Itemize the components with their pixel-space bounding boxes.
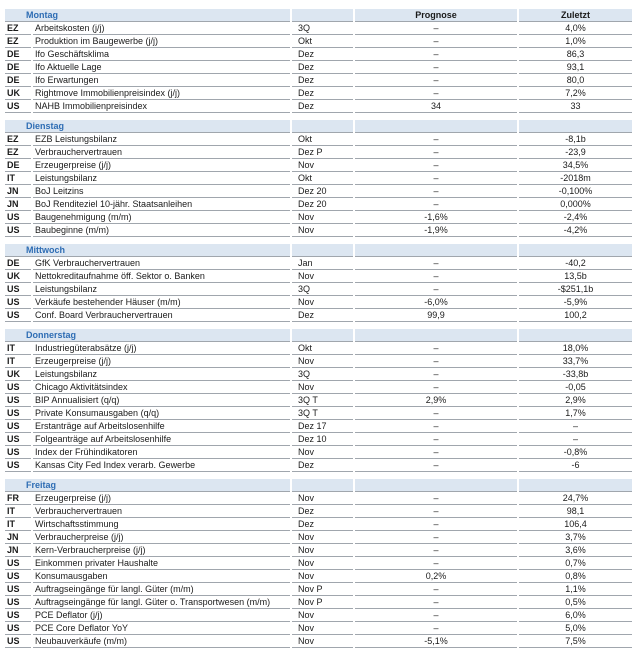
country-code: UK	[5, 270, 31, 283]
reference-period: Dez	[292, 87, 353, 100]
last-value: 33	[519, 100, 632, 113]
indicator-name: NAHB Immobilienpreisindex	[33, 100, 290, 113]
forecast-value: 99,9	[355, 309, 517, 322]
country-code: US	[5, 459, 31, 472]
country-code: JN	[5, 185, 31, 198]
indicator-name: Leistungsbilanz	[33, 368, 290, 381]
band-period-cell	[292, 244, 353, 257]
reference-period: Okt	[292, 133, 353, 146]
table-row	[5, 270, 632, 283]
last-value: 7,2%	[519, 87, 632, 100]
reference-period: Dez 20	[292, 198, 353, 211]
table-row	[5, 433, 632, 446]
reference-period: Dez	[292, 48, 353, 61]
day-header-band	[5, 329, 632, 342]
table-row	[5, 446, 632, 459]
forecast-value: –	[355, 61, 517, 74]
table-row	[5, 35, 632, 48]
table-row	[5, 609, 632, 622]
indicator-name: Erstanträge auf Arbeitslosenhilfe	[33, 420, 290, 433]
last-value: 2,9%	[519, 394, 632, 407]
last-value: -$251,1b	[519, 283, 632, 296]
table-row	[5, 622, 632, 635]
country-code: EZ	[5, 133, 31, 146]
indicator-name: Neubauverkäufe (m/m)	[33, 635, 290, 648]
indicator-name: BoJ Renditeziel 10-jähr. Staatsanleihen	[33, 198, 290, 211]
table-row	[5, 583, 632, 596]
indicator-name: Ifo Aktuelle Lage	[33, 61, 290, 74]
day-header-band	[5, 9, 632, 22]
last-value: -0,05	[519, 381, 632, 394]
last-value: 7,5%	[519, 635, 632, 648]
last-value: -2018m	[519, 172, 632, 185]
indicator-name: Konsumausgaben	[33, 570, 290, 583]
indicator-name: Nettokreditaufnahme öff. Sektor o. Banken	[33, 270, 290, 283]
column-header-prognose	[355, 329, 517, 342]
forecast-value: –	[355, 368, 517, 381]
forecast-value: –	[355, 355, 517, 368]
forecast-value: –	[355, 407, 517, 420]
column-header-prognose	[355, 120, 517, 133]
indicator-name: Baugenehmigung (m/m)	[33, 211, 290, 224]
forecast-value: -5,1%	[355, 635, 517, 648]
column-header-zuletzt	[519, 329, 632, 342]
country-code: US	[5, 309, 31, 322]
column-header-prognose	[355, 244, 517, 257]
indicator-name: Rightmove Immobilienpreisindex (j/j)	[33, 87, 290, 100]
country-code: JN	[5, 531, 31, 544]
indicator-name: Auftragseingänge für langl. Güter (m/m)	[33, 583, 290, 596]
forecast-value: –	[355, 74, 517, 87]
table-row	[5, 407, 632, 420]
reference-period: Nov	[292, 270, 353, 283]
indicator-name: Kern-Verbraucherpreise (j/j)	[33, 544, 290, 557]
country-code: US	[5, 433, 31, 446]
forecast-value: 34	[355, 100, 517, 113]
country-code: IT	[5, 505, 31, 518]
reference-period: Dez 20	[292, 185, 353, 198]
reference-period: Dez	[292, 61, 353, 74]
table-row	[5, 211, 632, 224]
indicator-name: Conf. Board Verbrauchervertrauen	[33, 309, 290, 322]
forecast-value: –	[355, 48, 517, 61]
country-code: DE	[5, 159, 31, 172]
country-code: UK	[5, 87, 31, 100]
table-row	[5, 596, 632, 609]
indicator-name: Chicago Aktivitätsindex	[33, 381, 290, 394]
forecast-value: –	[355, 531, 517, 544]
last-value: 6,0%	[519, 609, 632, 622]
last-value: -8,1b	[519, 133, 632, 146]
last-value: 1,0%	[519, 35, 632, 48]
table-row	[5, 185, 632, 198]
country-code: US	[5, 407, 31, 420]
indicator-name: BIP Annualisiert (q/q)	[33, 394, 290, 407]
reference-period: Nov	[292, 296, 353, 309]
reference-period: 3Q	[292, 283, 353, 296]
indicator-name: Erzeugerpreise (j/j)	[33, 159, 290, 172]
last-value: 1,7%	[519, 407, 632, 420]
table-row	[5, 368, 632, 381]
indicator-name: Ifo Geschäftsklima	[33, 48, 290, 61]
band-period-cell	[292, 479, 353, 492]
forecast-value: –	[355, 283, 517, 296]
country-code: IT	[5, 342, 31, 355]
table-row	[5, 381, 632, 394]
table-row	[5, 87, 632, 100]
indicator-name: Folgeanträge auf Arbeitslosenhilfe	[33, 433, 290, 446]
forecast-value: -1,9%	[355, 224, 517, 237]
table-row	[5, 355, 632, 368]
last-value: 24,7%	[519, 492, 632, 505]
country-code: IT	[5, 518, 31, 531]
table-row	[5, 198, 632, 211]
indicator-name: Index der Frühindikatoren	[33, 446, 290, 459]
table-row	[5, 557, 632, 570]
forecast-value: –	[355, 557, 517, 570]
section-montag	[5, 9, 632, 113]
indicator-name: Baubeginne (m/m)	[33, 224, 290, 237]
last-value: 106,4	[519, 518, 632, 531]
country-code: DE	[5, 257, 31, 270]
forecast-value: –	[355, 381, 517, 394]
indicator-name: Erzeugerpreise (j/j)	[33, 355, 290, 368]
country-code: JN	[5, 544, 31, 557]
forecast-value: –	[355, 544, 517, 557]
table-row	[5, 133, 632, 146]
country-code: IT	[5, 172, 31, 185]
forecast-value: –	[355, 492, 517, 505]
country-code: US	[5, 446, 31, 459]
indicator-name: Produktion im Baugewerbe (j/j)	[33, 35, 290, 48]
column-header-zuletzt	[519, 244, 632, 257]
table-row	[5, 146, 632, 159]
forecast-value: -6,0%	[355, 296, 517, 309]
reference-period: Nov	[292, 355, 353, 368]
forecast-value: –	[355, 35, 517, 48]
day-label: Dienstag	[5, 120, 290, 133]
indicator-name: Industriegüterabsätze (j/j)	[33, 342, 290, 355]
last-value: 5,0%	[519, 622, 632, 635]
column-header-zuletzt	[519, 479, 632, 492]
section-donnerstag	[5, 329, 632, 472]
country-code: US	[5, 100, 31, 113]
forecast-value: –	[355, 446, 517, 459]
table-row	[5, 570, 632, 583]
country-code: DE	[5, 48, 31, 61]
reference-period: Dez	[292, 309, 353, 322]
last-value: -2,4%	[519, 211, 632, 224]
country-code: EZ	[5, 35, 31, 48]
table-row	[5, 518, 632, 531]
last-value: 80,0	[519, 74, 632, 87]
table-row	[5, 22, 632, 35]
last-value: -23,9	[519, 146, 632, 159]
indicator-name: EZB Leistungsbilanz	[33, 133, 290, 146]
day-label: Donnerstag	[5, 329, 290, 342]
table-row	[5, 74, 632, 87]
country-code: US	[5, 420, 31, 433]
table-row	[5, 48, 632, 61]
forecast-value: –	[355, 146, 517, 159]
indicator-name: Leistungsbilanz	[33, 172, 290, 185]
table-row	[5, 505, 632, 518]
day-header-band	[5, 244, 632, 257]
reference-period: Dez 10	[292, 433, 353, 446]
last-value: 18,0%	[519, 342, 632, 355]
band-period-cell	[292, 120, 353, 133]
reference-period: Nov	[292, 224, 353, 237]
last-value: 0,8%	[519, 570, 632, 583]
reference-period: Nov	[292, 635, 353, 648]
reference-period: Nov	[292, 492, 353, 505]
last-value: -33,8b	[519, 368, 632, 381]
column-header-zuletzt	[519, 120, 632, 133]
forecast-value: 2,9%	[355, 394, 517, 407]
country-code: JN	[5, 198, 31, 211]
last-value: –	[519, 420, 632, 433]
indicator-name: Einkommen privater Haushalte	[33, 557, 290, 570]
forecast-value: -1,6%	[355, 211, 517, 224]
band-period-cell	[292, 329, 353, 342]
forecast-value: –	[355, 257, 517, 270]
last-value: –	[519, 433, 632, 446]
country-code: IT	[5, 355, 31, 368]
day-label: Mittwoch	[5, 244, 290, 257]
last-value: 98,1	[519, 505, 632, 518]
band-period-cell	[292, 9, 353, 22]
forecast-value: –	[355, 22, 517, 35]
country-code: US	[5, 224, 31, 237]
last-value: -4,2%	[519, 224, 632, 237]
day-header-band	[5, 479, 632, 492]
table-row	[5, 342, 632, 355]
country-code: DE	[5, 74, 31, 87]
table-row	[5, 100, 632, 113]
country-code: US	[5, 283, 31, 296]
forecast-value: –	[355, 609, 517, 622]
section-freitag	[5, 479, 632, 648]
country-code: FR	[5, 492, 31, 505]
forecast-value: –	[355, 518, 517, 531]
reference-period: Nov P	[292, 583, 353, 596]
reference-period: Okt	[292, 35, 353, 48]
table-row	[5, 224, 632, 237]
forecast-value: –	[355, 505, 517, 518]
forecast-value: –	[355, 172, 517, 185]
country-code: US	[5, 557, 31, 570]
forecast-value: –	[355, 583, 517, 596]
forecast-value: –	[355, 433, 517, 446]
table-row	[5, 257, 632, 270]
country-code: US	[5, 394, 31, 407]
table-row	[5, 420, 632, 433]
reference-period: Nov	[292, 381, 353, 394]
day-header-band	[5, 120, 632, 133]
table-row	[5, 531, 632, 544]
reference-period: 3Q T	[292, 407, 353, 420]
reference-period: Jan	[292, 257, 353, 270]
last-value: 13,5b	[519, 270, 632, 283]
indicator-name: Verbrauchervertrauen	[33, 505, 290, 518]
last-value: 3,6%	[519, 544, 632, 557]
reference-period: Dez 17	[292, 420, 353, 433]
indicator-name: GfK Verbrauchervertrauen	[33, 257, 290, 270]
day-label: Freitag	[5, 479, 290, 492]
last-value: 86,3	[519, 48, 632, 61]
last-value: -5,9%	[519, 296, 632, 309]
reference-period: Nov	[292, 570, 353, 583]
table-row	[5, 459, 632, 472]
section-dienstag	[5, 120, 632, 237]
last-value: 0,000%	[519, 198, 632, 211]
table-row	[5, 61, 632, 74]
country-code: DE	[5, 61, 31, 74]
indicator-name: Wirtschaftsstimmung	[33, 518, 290, 531]
forecast-value: –	[355, 459, 517, 472]
table-row	[5, 296, 632, 309]
reference-period: Nov P	[292, 596, 353, 609]
section-mittwoch	[5, 244, 632, 322]
reference-period: Dez	[292, 100, 353, 113]
table-row	[5, 283, 632, 296]
last-value: 1,1%	[519, 583, 632, 596]
country-code: US	[5, 296, 31, 309]
reference-period: Nov	[292, 609, 353, 622]
forecast-value: –	[355, 270, 517, 283]
country-code: US	[5, 609, 31, 622]
last-value: -6	[519, 459, 632, 472]
last-value: 34,5%	[519, 159, 632, 172]
indicator-name: Auftragseingänge für langl. Güter o. Transportwesen (m/m)	[33, 596, 290, 609]
indicator-name: Verkäufe bestehender Häuser (m/m)	[33, 296, 290, 309]
indicator-name: Ifo Erwartungen	[33, 74, 290, 87]
table-row	[5, 492, 632, 505]
country-code: UK	[5, 368, 31, 381]
last-value: -40,2	[519, 257, 632, 270]
country-code: US	[5, 622, 31, 635]
indicator-name: Verbrauchervertrauen	[33, 146, 290, 159]
forecast-value: –	[355, 342, 517, 355]
table-row	[5, 635, 632, 648]
reference-period: Dez	[292, 459, 353, 472]
indicator-name: BoJ Leitzins	[33, 185, 290, 198]
country-code: EZ	[5, 146, 31, 159]
forecast-value: –	[355, 420, 517, 433]
last-value: 4,0%	[519, 22, 632, 35]
day-label: Montag	[5, 9, 290, 22]
reference-period: Nov	[292, 211, 353, 224]
country-code: EZ	[5, 22, 31, 35]
table-row	[5, 172, 632, 185]
last-value: 33,7%	[519, 355, 632, 368]
reference-period: Okt	[292, 342, 353, 355]
reference-period: Nov	[292, 544, 353, 557]
last-value: -0,8%	[519, 446, 632, 459]
reference-period: Dez	[292, 518, 353, 531]
indicator-name: Arbeitskosten (j/j)	[33, 22, 290, 35]
last-value: -0,100%	[519, 185, 632, 198]
column-header-zuletzt: Zuletzt	[519, 9, 632, 22]
table-row	[5, 309, 632, 322]
reference-period: Dez P	[292, 146, 353, 159]
last-value: 0,7%	[519, 557, 632, 570]
reference-period: 3Q	[292, 22, 353, 35]
last-value: 100,2	[519, 309, 632, 322]
forecast-value: –	[355, 159, 517, 172]
reference-period: Nov	[292, 557, 353, 570]
reference-period: Dez	[292, 74, 353, 87]
forecast-value: –	[355, 622, 517, 635]
last-value: 3,7%	[519, 531, 632, 544]
reference-period: Nov	[292, 531, 353, 544]
indicator-name: Verbraucherpreise (j/j)	[33, 531, 290, 544]
column-header-prognose	[355, 479, 517, 492]
country-code: US	[5, 570, 31, 583]
forecast-value: 0,2%	[355, 570, 517, 583]
reference-period: Dez	[292, 505, 353, 518]
forecast-value: –	[355, 198, 517, 211]
forecast-value: –	[355, 133, 517, 146]
table-row	[5, 159, 632, 172]
indicator-name: Kansas City Fed Index verarb. Gewerbe	[33, 459, 290, 472]
table-row	[5, 394, 632, 407]
reference-period: Nov	[292, 159, 353, 172]
forecast-value: –	[355, 87, 517, 100]
last-value: 93,1	[519, 61, 632, 74]
reference-period: 3Q T	[292, 394, 353, 407]
table-row	[5, 544, 632, 557]
indicator-name: Private Konsumausgaben (q/q)	[33, 407, 290, 420]
forecast-value: –	[355, 596, 517, 609]
column-header-prognose: Prognose	[355, 9, 517, 22]
indicator-name: Leistungsbilanz	[33, 283, 290, 296]
country-code: US	[5, 211, 31, 224]
country-code: US	[5, 583, 31, 596]
indicator-name: PCE Core Deflator YoY	[33, 622, 290, 635]
last-value: 0,5%	[519, 596, 632, 609]
forecast-value: –	[355, 185, 517, 198]
reference-period: Nov	[292, 446, 353, 459]
reference-period: Nov	[292, 622, 353, 635]
indicator-name: PCE Deflator (j/j)	[33, 609, 290, 622]
country-code: US	[5, 596, 31, 609]
reference-period: Okt	[292, 172, 353, 185]
country-code: US	[5, 381, 31, 394]
indicator-name: Erzeugerpreise (j/j)	[33, 492, 290, 505]
country-code: US	[5, 635, 31, 648]
reference-period: 3Q	[292, 368, 353, 381]
